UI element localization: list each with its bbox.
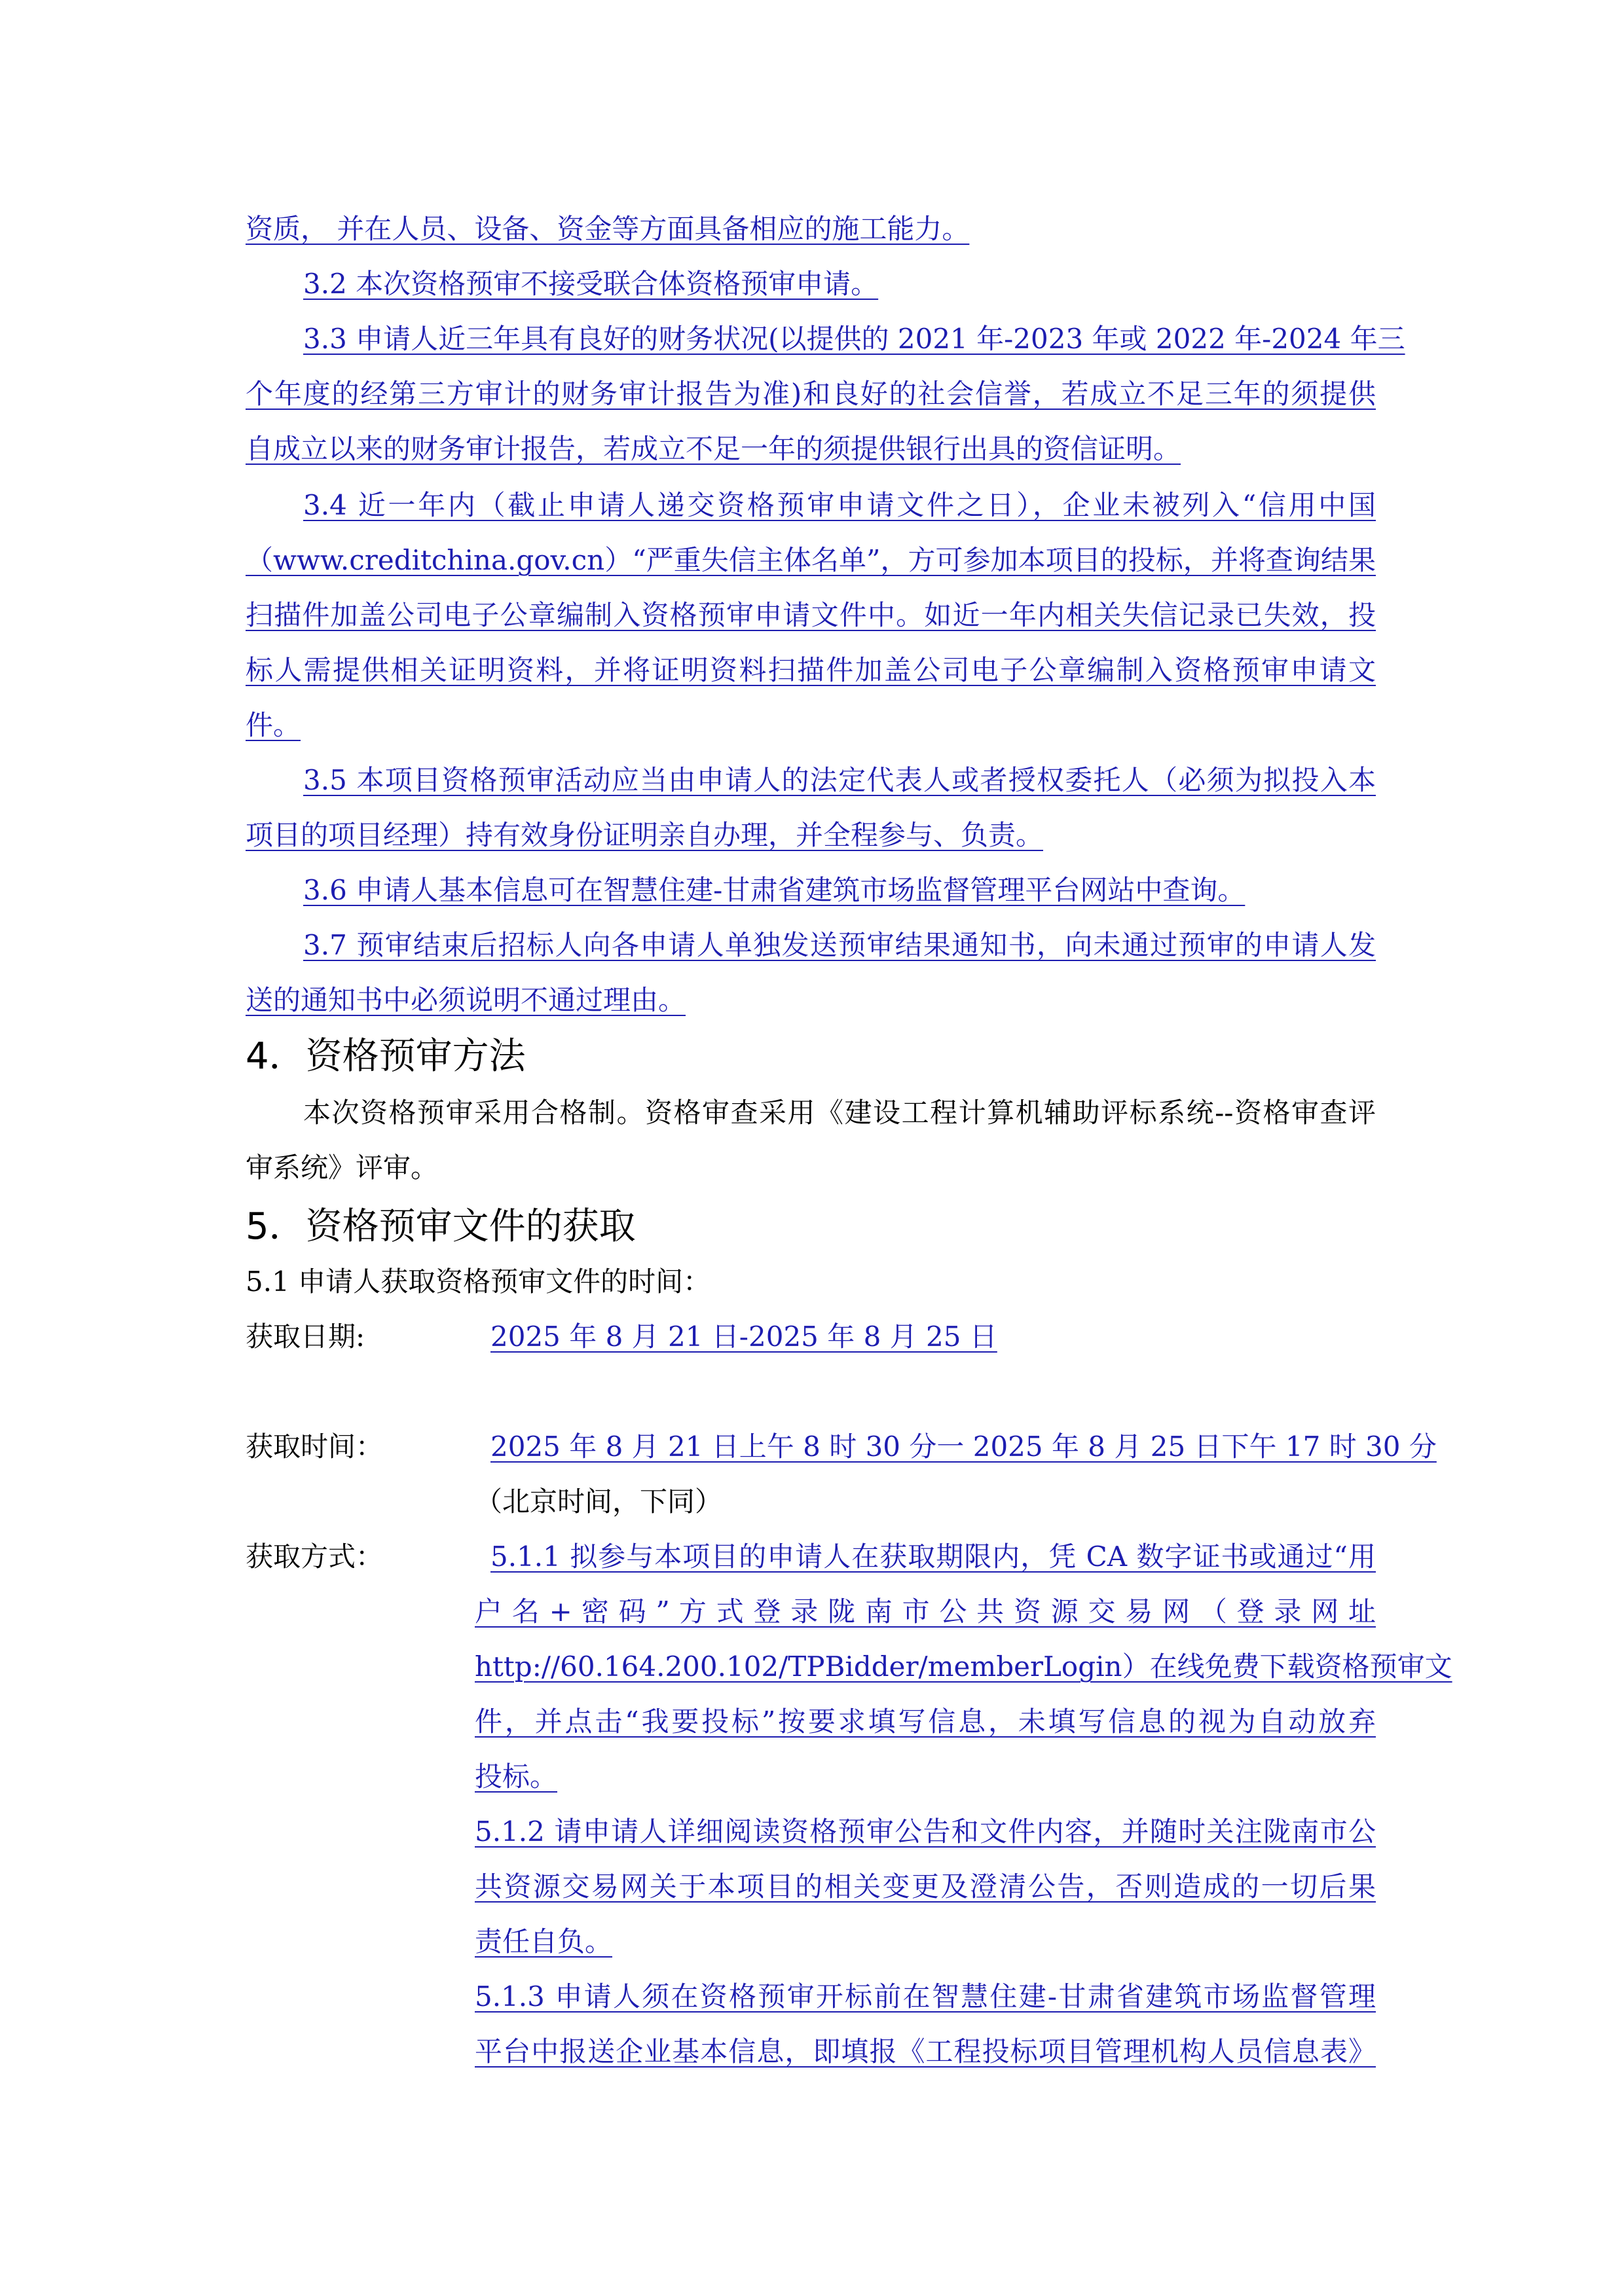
time-note: （北京时间，下同） [475, 1485, 723, 1518]
p33-line-3[interactable]: 自成立以来的财务审计报告，若成立不足一年的须提供银行出具的资信证明。 [246, 433, 1181, 465]
p33-line-1[interactable]: 3.3 申请人近三年具有良好的财务状况(以提供的 2021 年-2023 年或 2022 年-2024 年三 [303, 323, 1405, 355]
m513-line-1[interactable]: 5.1.3 申请人须在资格预审开标前在智慧住建-甘肃省建筑市场监督管理 [475, 1980, 1376, 2013]
section-4-body-line-2: 审系统》评审。 [246, 1152, 439, 1184]
date-label: 获取日期: [246, 1321, 365, 1353]
m511-line-3[interactable]: http://60.164.200.102/TPBidder/memberLogin）在线免费下载资格预审文 [475, 1650, 1452, 1683]
p35-line-2[interactable]: 项目的项目经理）持有效身份证明亲自办理，并全程参与、负责。 [246, 819, 1044, 851]
p31-tail[interactable]: 资质， 并在人员、设备、资金等方面具备相应的施工能力。 [246, 213, 970, 245]
p34-line-3[interactable]: 扫描件加盖公司电子公章编制入资格预审申请文件中。如近一年内相关失信记录已失效，投 [246, 599, 1376, 631]
m511-line-4[interactable]: 件，并点击“我要投标”按要求填写信息，未填写信息的视为自动放弃 [475, 1705, 1376, 1738]
p37-line-1[interactable]: 3.7 预审结束后招标人向各申请人单独发送预审结果通知书，向未通过预审的申请人发 [303, 929, 1376, 961]
p32[interactable]: 3.2 本次资格预审不接受联合体资格预审申请。 [303, 268, 879, 300]
p35-line-1[interactable]: 3.5 本项目资格预审活动应当由申请人的法定代表人或者授权委托人（必须为拟投入本 [303, 764, 1376, 796]
m511-line-1[interactable]: 5.1.1 拟参与本项目的申请人在获取期限内，凭 CA 数字证书或通过“用 [490, 1540, 1376, 1573]
m512-line-3[interactable]: 责任自负。 [475, 1925, 613, 1958]
p34-line-1[interactable]: 3.4 近一年内（截止申请人递交资格预审申请文件之日），企业未被列入“信用中国 [303, 489, 1376, 521]
m511-line-2[interactable]: 户 名 + 密 码 ” 方 式 登 录 陇 南 市 公 共 资 源 交 易 网 （ 登 录 网 址 [475, 1595, 1376, 1628]
section-4-heading: 4．资格预审方法 [246, 1035, 526, 1078]
section-4-body-line-1: 本次资格预审采用合格制。资格审查采用《建设工程计算机辅助评标系统--资格审查评 [303, 1097, 1376, 1129]
section-5-heading: 5．资格预审文件的获取 [246, 1205, 636, 1248]
m513-line-2[interactable]: 平台中报送企业基本信息，即填报《工程投标项目管理机构人员信息表》 [475, 2035, 1376, 2068]
p34-line-2[interactable]: （www.creditchina.gov.cn）“严重失信主体名单”，方可参加本项目的投标，并将查询结果 [246, 544, 1376, 576]
p37-line-2[interactable]: 送的通知书中必须说明不通过理由。 [246, 984, 686, 1016]
p33-line-2[interactable]: 个年度的经第三方审计的财务审计报告为准)和良好的社会信誉，若成立不足三年的须提供 [246, 378, 1376, 410]
p36[interactable]: 3.6 申请人基本信息可在智慧住建-甘肃省建筑市场监督管理平台网站中查询。 [303, 874, 1246, 906]
method-label: 获取方式： [246, 1540, 384, 1573]
date-value[interactable]: 2025 年 8 月 21 日-2025 年 8 月 25 日 [490, 1321, 997, 1353]
m512-line-2[interactable]: 共资源交易网关于本项目的相关变更及澄清公告，否则造成的一切后果 [475, 1870, 1376, 1903]
time-label: 获取时间： [246, 1430, 384, 1463]
m512-line-1[interactable]: 5.1.2 请申请人详细阅读资格预审公告和文件内容，并随时关注陇南市公 [475, 1815, 1376, 1848]
time-value[interactable]: 2025 年 8 月 21 日上午 8 时 30 分一 2025 年 8 月 25 日下午 17 时 30 分 [490, 1430, 1437, 1463]
sub-5-1: 5.1 申请人获取资格预审文件的时间： [246, 1266, 711, 1298]
m511-line-5[interactable]: 投标。 [475, 1760, 558, 1793]
p34-line-4[interactable]: 标人需提供相关证明资料，并将证明资料扫描件加盖公司电子公章编制入资格预审申请文 [246, 654, 1376, 686]
p34-line-5[interactable]: 件。 [246, 709, 301, 741]
